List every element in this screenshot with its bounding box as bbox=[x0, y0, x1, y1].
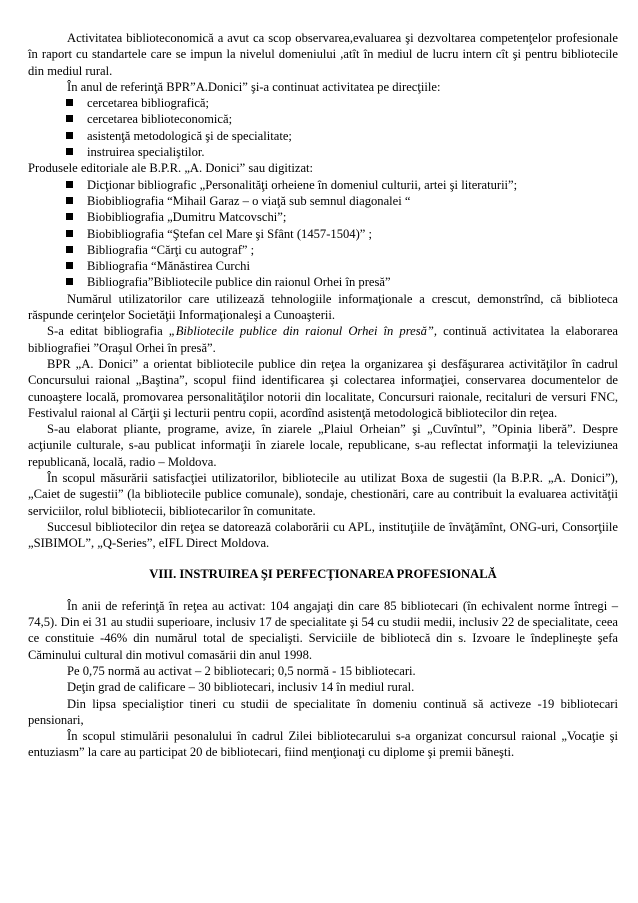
directions-list bbox=[28, 95, 618, 160]
line-norma: Pe 0,75 normă au activat – 2 bibliotecari; 0,5 normă - 15 bibliotecari. bbox=[67, 663, 416, 678]
paragraph-bpr-orientation: BPR „A. Donici” a orientat bibliotecile publice din reţea la organizarea şi desfăşurarea activităţilor în cadrul Concursului raional „Baştina”, scopul fiind identificarea şi colectarea informaţiei, conservarea documentelor de cunoaştere locală, promovarea personalităţilor notorii din localitate, Concursuri raionale, recitaluri de versuri FNC, Festivalul raional al Cărţii şi lecturii pentru copii, acordînd asistenţă metodologică bibliotecilor din reţea. bbox=[28, 356, 618, 420]
paragraph-success: Succesul bibliotecilor din reţea se datorează colaborării cu APL, instituţiile de învăţămînt, ONG-uri, Consorţiile „SIBIMOL”, „Q-Series”, eIFL Direct Moldova. bbox=[28, 519, 618, 551]
bullet-square-icon bbox=[66, 230, 73, 237]
bullet-square-icon bbox=[66, 213, 73, 220]
paragraph-users: Numărul utilizatorilor care utilizează tehnologiile informaţionale a crescut, demonstrînd, că biblioteca răspunde cerinţelor Societăţii Informaţionaleşi a Cunoaşterii. bbox=[28, 291, 618, 323]
list-item: Biobibliografia “Ştefan cel Mare şi Sfânt (1457-1504)” ; bbox=[28, 226, 618, 242]
bullet-square-icon bbox=[66, 99, 73, 106]
paragraph-satisfaction: În scopul măsurării satisfacţiei utilizatorilor, bibliotecile au utilizat Boxa de sugestii (la B.P.R. „A. Donici”), „Caiet de sugestii” (la bibliotecile publice comunale), sondaje, chestionări, care au contribuit la evaluarea activităţii serviciilor, rolul bibliotecii, bibliotecarilor în comunitate. bbox=[28, 471, 618, 518]
list-item: asistenţă metodologică şi de specialitate; bbox=[28, 128, 618, 144]
list-item: Biobibliografia “Mihail Garaz – o viaţă sub semnul diagonalei “ bbox=[28, 193, 618, 209]
bullet-square-icon bbox=[66, 115, 73, 122]
list-item: Bibliografia “Cărţi cu autograf” ; bbox=[28, 242, 618, 258]
paragraph-pliante: S-au elaborat pliante, programe, avize, în ziarele „Plaiul Orheian” şi „Cuvîntul”, ”Opinia liberă”. Despre acţiunile culturale, s-au publicat informaţii în ziarele locale, republicane, s-au reflectat informaţii la televiziunea republicană, locală, radio – Moldova. bbox=[28, 422, 618, 469]
bullet-square-icon bbox=[66, 181, 73, 188]
paragraph-edited-bibliography: S-a editat bibliografia „Bibliotecile publice din raionul Orhei în presă”, continuă activitatea la elaborarea bibliografiei ”Oraşul Orhei în presă”. bbox=[28, 324, 619, 355]
list-item: cercetarea bibliografică; bbox=[28, 95, 618, 111]
list-item: cercetarea biblioteconomică; bbox=[28, 111, 618, 127]
bullet-square-icon bbox=[66, 197, 73, 204]
products-list bbox=[28, 177, 618, 291]
bullet-square-icon bbox=[66, 278, 73, 285]
paragraph-pensioners: Din lipsa specialiştior tineri cu studii de specialitate în domeniu continuă să activeze -19 bibliotecari pensionari, bbox=[28, 696, 618, 727]
paragraph-activity-scope: Activitatea biblioteconomică a avut ca scop observarea,evaluarea şi dezvoltarea competenţelor profesionale în raport cu standartele care se impun la nivelul domeniului ,atît în mediul de lucru intern cît şi pentru bibliotecile din mediul rural. bbox=[28, 31, 618, 78]
paragraph-stimulation: În scopul stimulării pesonalului în cadrul Zilei bibliotecarului s-a organizat concursul raional „Vocaţie şi entuziasm” la care au participat 20 de bibliotecari, fiind menţionaţi cu diplome şi premii băneşti. bbox=[28, 729, 618, 760]
list-item: Bibliografia”Bibliotecile publice din raionul Orhei în presă” bbox=[28, 274, 618, 290]
list-item: instruirea specialiştilor. bbox=[28, 144, 618, 160]
bullet-square-icon bbox=[66, 132, 73, 139]
list-item: Dicţionar bibliografic „Personalităţi orheiene în domeniul culturii, artei şi literaturii”; bbox=[28, 177, 618, 193]
directions-intro: În anul de referinţă BPR”A.Donici” şi-a continuat activitatea pe direcţiile: bbox=[67, 79, 441, 94]
bibliography-title: „Bibliotecile publice din raionul Orhei în presă”, bbox=[168, 324, 438, 339]
bullet-square-icon bbox=[66, 246, 73, 253]
line-qualification: Deţin grad de calificare – 30 bibliotecari, inclusiv 14 în mediul rural. bbox=[67, 680, 415, 695]
products-intro: Produsele editoriale ale B.P.R. „A. Donici” sau digitizat: bbox=[28, 161, 314, 176]
document-body bbox=[28, 30, 618, 761]
bullet-square-icon bbox=[66, 262, 73, 269]
bullet-square-icon bbox=[66, 148, 73, 155]
section-heading: VIII. INSTRUIREA ŞI PERFECŢIONAREA PROFESIONALĂ bbox=[149, 566, 497, 581]
list-item: Bibliografia “Mănăstirea Curchi bbox=[28, 258, 618, 274]
paragraph-employees: În anii de referinţă în reţea au activat: 104 angajaţi din care 85 bibliotecari (în echivalent norme întregi – 74,5). Din ei 31 au studii superioare, inclusiv 17 de specialitate şi 54 cu studii medii, inclusiv 22 de specialitate, ceea ce constituie -46% din numărul total de specialişti. Serviciile de bibliotecă din s. Izvoare le îndeplineşte şefa Căminului cultural din motivul comasării din anul 1998. bbox=[28, 598, 618, 662]
list-item: Biobibliografia „Dumitru Matcovschi”; bbox=[28, 209, 618, 225]
